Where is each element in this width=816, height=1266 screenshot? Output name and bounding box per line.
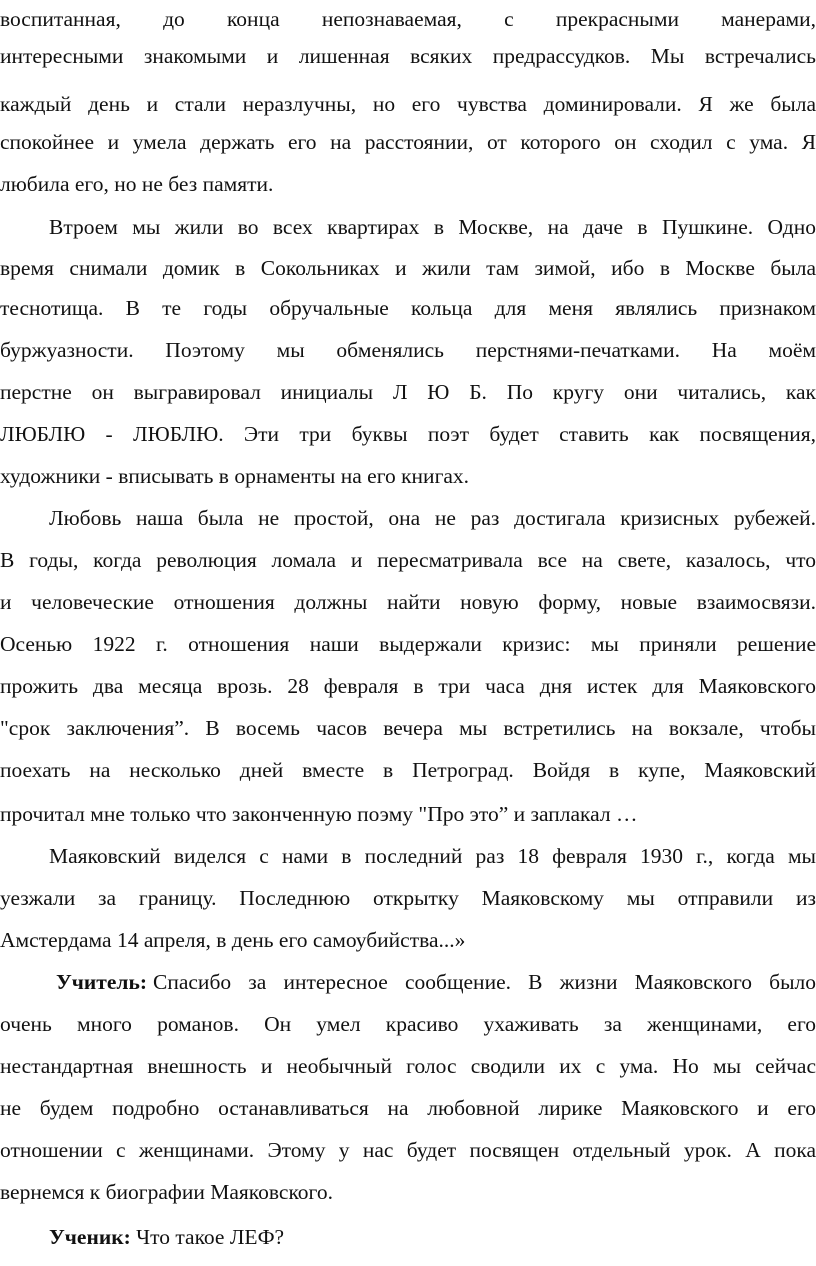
text-line: вернемся к биографии Маяковского. xyxy=(0,1180,333,1204)
text-line: не будем подробно останавливаться на любовной лирике Маяковского и его xyxy=(0,1096,816,1120)
text-line: Амстердама 14 апреля, в день его самоубийства...» xyxy=(0,928,466,952)
text-line: каждый день и стали неразлучны, но его чувства доминировали. Я же была xyxy=(0,92,816,116)
text-line: перстне он выгравировал инициалы Л Ю Б. По кругу они читались, как xyxy=(0,380,816,404)
text-line: художники - вписывать в орнаменты на его книгах. xyxy=(0,464,470,488)
text-line: уезжали за границу. Последнюю открытку Маяковскому мы отправили из xyxy=(0,886,816,910)
text-line: интересными знакомыми и лишенная всяких предрассудков. Мы встречались xyxy=(0,44,816,68)
student-question xyxy=(49,1217,816,1257)
teacher-text: Спасибо за интересное сообщение. В жизни Маяковского было xyxy=(153,970,816,994)
text-line: Маяковский виделся с нами в последний раз 18 февраля 1930 г., когда мы xyxy=(49,844,816,868)
text-line: очень много романов. Он умел красиво ухаживать за женщинами, его xyxy=(0,1012,816,1036)
text-line: нестандартная внешность и необычный голос сводили их с ума. Но мы сейчас xyxy=(0,1054,816,1078)
text-line: спокойнее и умела держать его на расстоянии, от которого он сходил с ума. Я xyxy=(0,130,816,154)
text-line: и человеческие отношения должны найти новую форму, новые взаимосвязи. xyxy=(0,590,816,614)
text-line: ЛЮБЛЮ - ЛЮБЛЮ. Эти три буквы поэт будет ставить как посвящения, xyxy=(0,422,816,446)
text-line: Осенью 1922 г. отношения наши выдержали кризис: мы приняли решение xyxy=(0,632,816,656)
text-line: любила его, но не без памяти. xyxy=(0,172,274,196)
text-line: теснотища. В те годы обручальные кольца для меня являлись признаком xyxy=(0,296,816,320)
text-line: поехать на несколько дней вместе в Петроград. Войдя в купе, Маяковский xyxy=(0,758,816,782)
teacher-line xyxy=(56,962,816,1002)
student-text: Что такое ЛЕФ? xyxy=(136,1225,285,1249)
text-line: В годы, когда революция ломала и пересматривала все на свете, казалось, что xyxy=(0,548,816,572)
text-line: прочитал мне только что законченную поэму "Про это” и заплакал … xyxy=(0,802,638,826)
text-line: прожить два месяца врозь. 28 февраля в три часа дня истек для Маяковского xyxy=(0,674,816,698)
text-line: время снимали домик в Сокольниках и жили там зимой, ибо в Москве была xyxy=(0,256,816,280)
teacher-label: Учитель: xyxy=(56,970,147,994)
text-line: отношении с женщинами. Этому у нас будет посвящен отдельный урок. А пока xyxy=(0,1138,816,1162)
text-line: "срок заключения”. В восемь часов вечера мы встретились на вокзале, чтобы xyxy=(0,716,816,740)
text-line: буржуазности. Поэтому мы обменялись перстнями-печатками. На моём xyxy=(0,338,816,362)
text-line: воспитанная, до конца непознаваемая, с прекрасными манерами, xyxy=(0,7,816,31)
text-line: Любовь наша была не простой, она не раз достигала кризисных рубежей. xyxy=(49,506,816,530)
student-label: Ученик: xyxy=(49,1225,131,1249)
text-line: Втроем мы жили во всех квартирах в Москве, на даче в Пушкине. Одно xyxy=(49,215,816,239)
